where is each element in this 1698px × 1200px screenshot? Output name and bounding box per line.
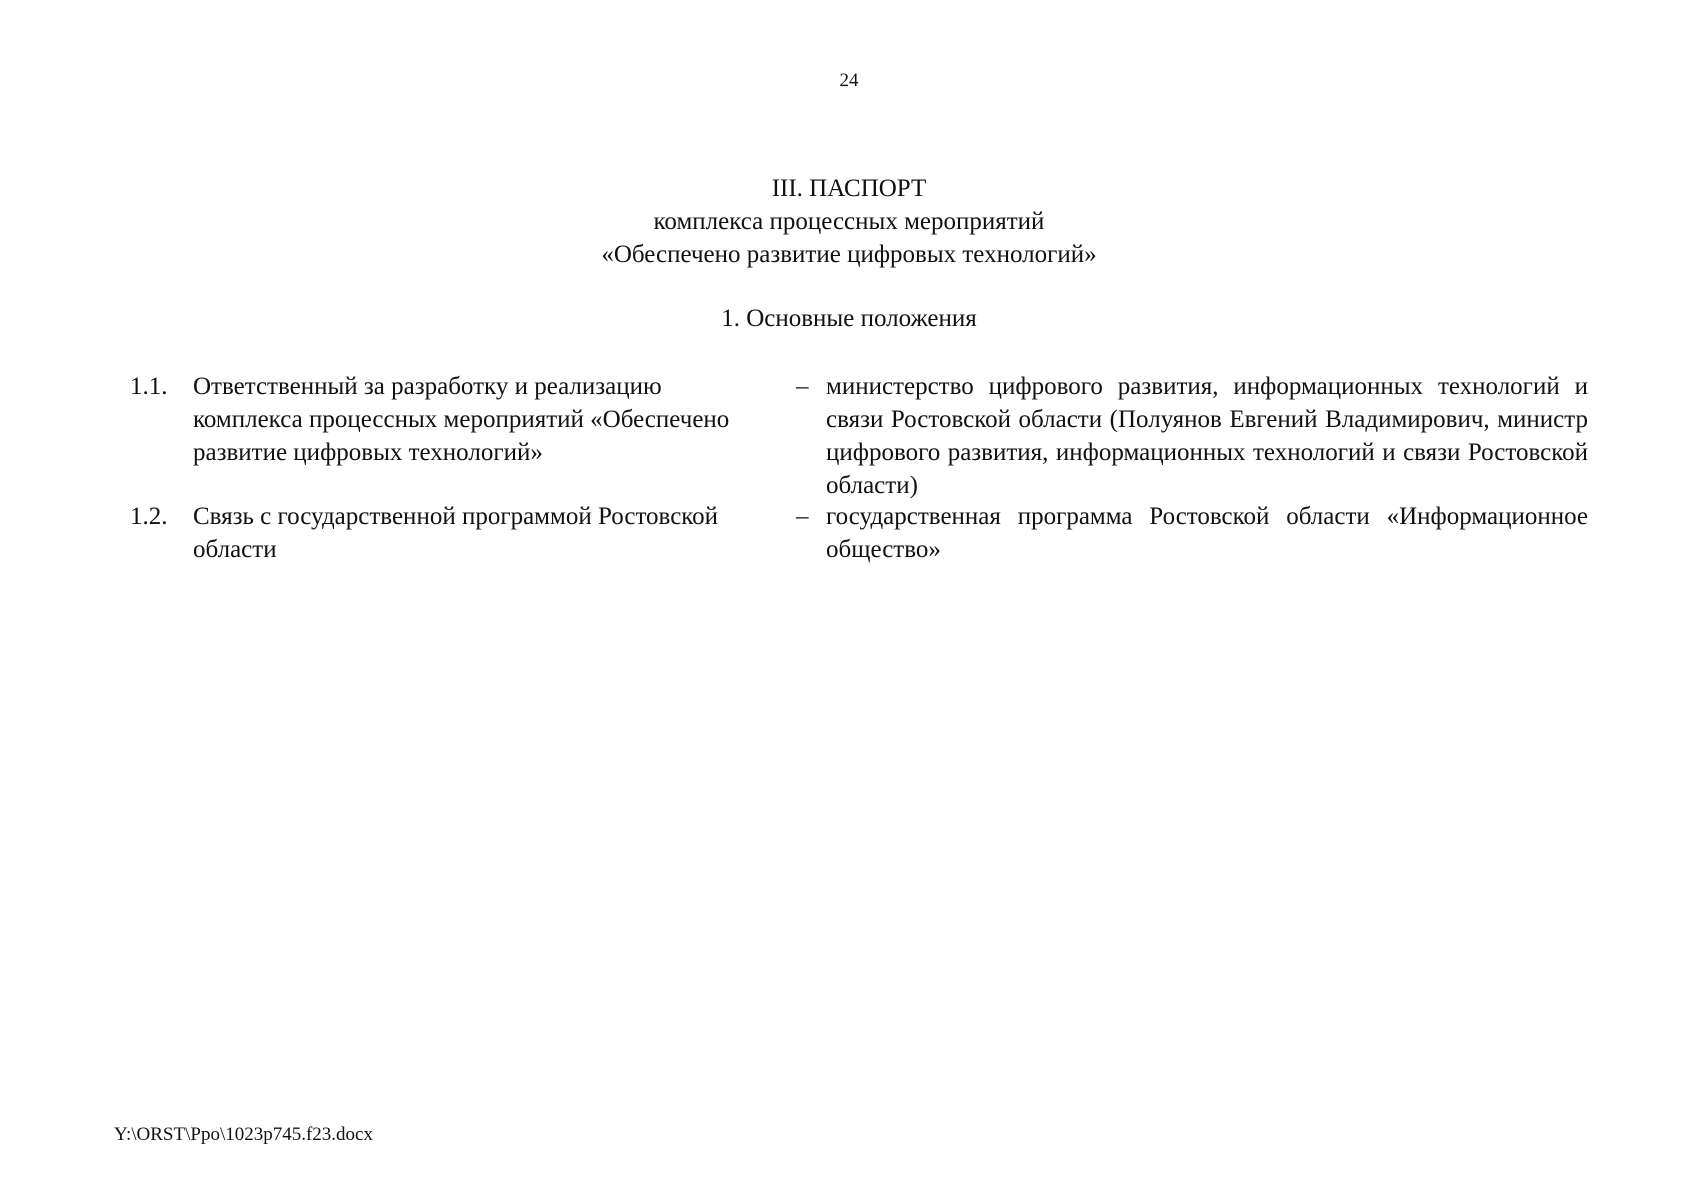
footer-file-path: Y:\ORST\Ppo\1023p745.f23.docx xyxy=(114,1124,373,1145)
page-number: 24 xyxy=(839,70,859,91)
row-label: Связь с государственной программой Ростовской области xyxy=(193,503,719,563)
row-value: министерство цифрового развития, информационных технологий и связи Ростовской области (Полуянов Евгений Владимирович, министр цифрового развития, информационных технологий и связи Ростовской области) xyxy=(826,373,1588,499)
row-dash: – xyxy=(796,503,809,530)
section-title: 1. Основные положения xyxy=(721,305,977,332)
row-number: 1.1. xyxy=(130,373,168,400)
row-number: 1.2. xyxy=(130,503,168,530)
row-dash: – xyxy=(796,373,809,400)
heading-line-2: комплекса процессных мероприятий xyxy=(653,208,1045,235)
row-value: государственная программа Ростовской области «Информационное общество» xyxy=(826,503,1588,563)
row-label: Ответственный за разработку и реализацию комплекса процессных мероприятий «Обеспечено развитие цифровых технологий» xyxy=(193,373,730,466)
heading-line-3: «Обеспечено развитие цифровых технологий» xyxy=(601,241,1097,268)
heading-line-1: III. ПАСПОРТ xyxy=(771,175,927,202)
document-heading xyxy=(0,172,1698,271)
